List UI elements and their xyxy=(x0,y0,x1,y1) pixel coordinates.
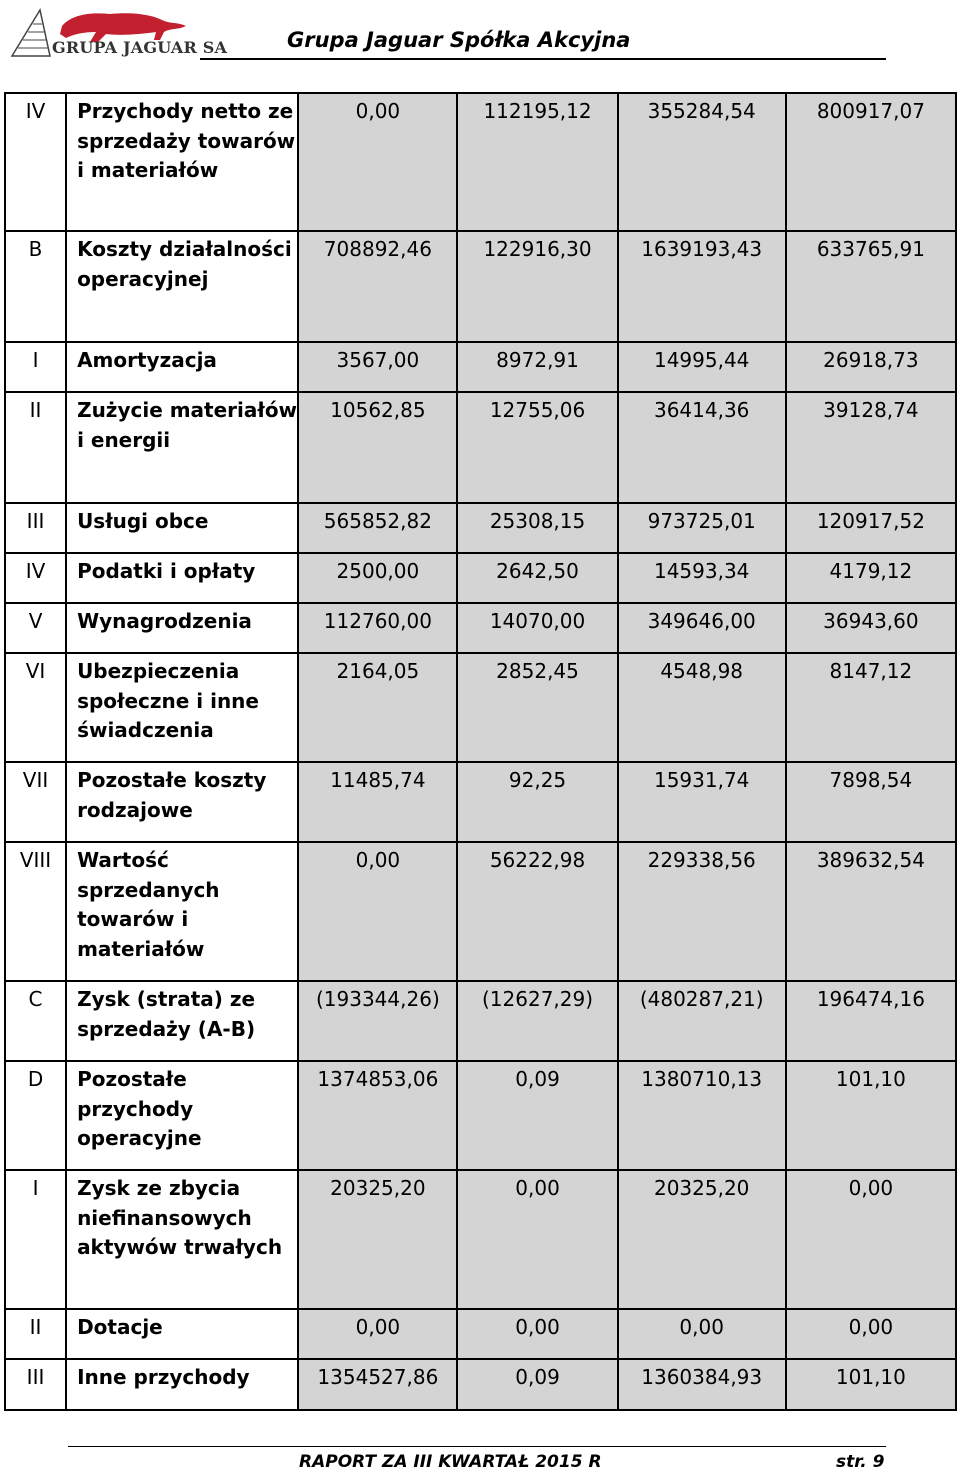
value-cell: 1380710,13 xyxy=(618,1061,786,1170)
financial-table xyxy=(4,92,957,1411)
row-number: II xyxy=(5,1309,66,1359)
row-number: B xyxy=(5,231,66,342)
page-number: str. 9 xyxy=(836,1452,885,1472)
row-label: Zysk ze zbycia niefinansowych aktywów trwałych xyxy=(66,1170,298,1309)
value-cell: 0,09 xyxy=(457,1061,617,1170)
value-cell: 565852,82 xyxy=(298,503,457,553)
value-cell: 196474,16 xyxy=(786,981,956,1061)
row-label: Ubezpieczenia społeczne i inne świadczenia xyxy=(66,653,298,762)
value-cell: 0,00 xyxy=(298,842,457,981)
value-cell: 8147,12 xyxy=(786,653,956,762)
value-cell: 120917,52 xyxy=(786,503,956,553)
header-divider xyxy=(200,58,886,60)
footer-divider xyxy=(68,1446,886,1447)
logo-text: GRUPA JAGUAR SA xyxy=(52,38,228,57)
value-cell: 229338,56 xyxy=(618,842,786,981)
value-cell: 0,00 xyxy=(298,93,457,231)
table-row xyxy=(5,1170,956,1309)
report-title: RAPORT ZA III KWARTAŁ 2015 R xyxy=(299,1452,602,1472)
value-cell: (480287,21) xyxy=(618,981,786,1061)
value-cell: 15931,74 xyxy=(618,762,786,842)
row-number: D xyxy=(5,1061,66,1170)
value-cell: 2164,05 xyxy=(298,653,457,762)
table-row xyxy=(5,392,956,503)
value-cell: 0,09 xyxy=(457,1359,617,1410)
value-cell: 2642,50 xyxy=(457,553,617,603)
value-cell: 0,00 xyxy=(786,1309,956,1359)
company-logo xyxy=(10,4,228,58)
value-cell: 122916,30 xyxy=(457,231,617,342)
value-cell: 2500,00 xyxy=(298,553,457,603)
table-row xyxy=(5,1309,956,1359)
value-cell: 112760,00 xyxy=(298,603,457,653)
value-cell: 973725,01 xyxy=(618,503,786,553)
value-cell: 7898,54 xyxy=(786,762,956,842)
value-cell: 800917,07 xyxy=(786,93,956,231)
value-cell: 0,00 xyxy=(786,1170,956,1309)
value-cell: 36414,36 xyxy=(618,392,786,503)
row-number: IV xyxy=(5,553,66,603)
value-cell: 10562,85 xyxy=(298,392,457,503)
row-label: Amortyzacja xyxy=(66,342,298,392)
table-row xyxy=(5,231,956,342)
value-cell: 0,00 xyxy=(618,1309,786,1359)
value-cell: 25308,15 xyxy=(457,503,617,553)
table-row xyxy=(5,603,956,653)
row-label: Zużycie materiałów i energii xyxy=(66,392,298,503)
value-cell: 112195,12 xyxy=(457,93,617,231)
table-row xyxy=(5,1061,956,1170)
value-cell: 389632,54 xyxy=(786,842,956,981)
value-cell: 355284,54 xyxy=(618,93,786,231)
row-label: Koszty działalności operacyjnej xyxy=(66,231,298,342)
row-label: Dotacje xyxy=(66,1309,298,1359)
value-cell: 1374853,06 xyxy=(298,1061,457,1170)
value-cell: 3567,00 xyxy=(298,342,457,392)
row-label: Wynagrodzenia xyxy=(66,603,298,653)
table-row xyxy=(5,553,956,603)
value-cell: 8972,91 xyxy=(457,342,617,392)
row-label: Inne przychody xyxy=(66,1359,298,1410)
page-header xyxy=(0,0,960,62)
value-cell: 708892,46 xyxy=(298,231,457,342)
value-cell: 20325,20 xyxy=(298,1170,457,1309)
value-cell: 39128,74 xyxy=(786,392,956,503)
row-number: IV xyxy=(5,93,66,231)
value-cell: 36943,60 xyxy=(786,603,956,653)
value-cell: 1354527,86 xyxy=(298,1359,457,1410)
value-cell: 633765,91 xyxy=(786,231,956,342)
value-cell: 101,10 xyxy=(786,1061,956,1170)
value-cell: 20325,20 xyxy=(618,1170,786,1309)
company-name: Grupa Jaguar Spółka Akcyjna xyxy=(287,28,631,52)
value-cell: 92,25 xyxy=(457,762,617,842)
value-cell: 0,00 xyxy=(298,1309,457,1359)
row-number: VII xyxy=(5,762,66,842)
table-row xyxy=(5,653,956,762)
table-row xyxy=(5,842,956,981)
value-cell: 0,00 xyxy=(457,1170,617,1309)
table-row xyxy=(5,342,956,392)
row-number: V xyxy=(5,603,66,653)
value-cell: 101,10 xyxy=(786,1359,956,1410)
value-cell: (193344,26) xyxy=(298,981,457,1061)
value-cell: 0,00 xyxy=(457,1309,617,1359)
table-body xyxy=(5,93,956,1410)
value-cell: 4548,98 xyxy=(618,653,786,762)
row-number: II xyxy=(5,392,66,503)
row-label: Zysk (strata) ze sprzedaży (A-B) xyxy=(66,981,298,1061)
value-cell: 14995,44 xyxy=(618,342,786,392)
row-label: Usługi obce xyxy=(66,503,298,553)
value-cell: 26918,73 xyxy=(786,342,956,392)
value-cell: (12627,29) xyxy=(457,981,617,1061)
row-number: III xyxy=(5,1359,66,1410)
value-cell: 2852,45 xyxy=(457,653,617,762)
value-cell: 56222,98 xyxy=(457,842,617,981)
value-cell: 12755,06 xyxy=(457,392,617,503)
row-number: VIII xyxy=(5,842,66,981)
value-cell: 11485,74 xyxy=(298,762,457,842)
table-row xyxy=(5,503,956,553)
value-cell: 349646,00 xyxy=(618,603,786,653)
table-row xyxy=(5,981,956,1061)
row-label: Podatki i opłaty xyxy=(66,553,298,603)
table-row xyxy=(5,93,956,231)
value-cell: 4179,12 xyxy=(786,553,956,603)
row-number: I xyxy=(5,342,66,392)
row-number: III xyxy=(5,503,66,553)
row-number: C xyxy=(5,981,66,1061)
table-row xyxy=(5,762,956,842)
value-cell: 14593,34 xyxy=(618,553,786,603)
value-cell: 1639193,43 xyxy=(618,231,786,342)
row-label: Pozostałe przychody operacyjne xyxy=(66,1061,298,1170)
row-label: Wartość sprzedanych towarów i materiałów xyxy=(66,842,298,981)
value-cell: 14070,00 xyxy=(457,603,617,653)
value-cell: 1360384,93 xyxy=(618,1359,786,1410)
row-label: Przychody netto ze sprzedaży towarów i materiałów xyxy=(66,93,298,231)
row-number: VI xyxy=(5,653,66,762)
row-number: I xyxy=(5,1170,66,1309)
table-row xyxy=(5,1359,956,1410)
row-label: Pozostałe koszty rodzajowe xyxy=(66,762,298,842)
